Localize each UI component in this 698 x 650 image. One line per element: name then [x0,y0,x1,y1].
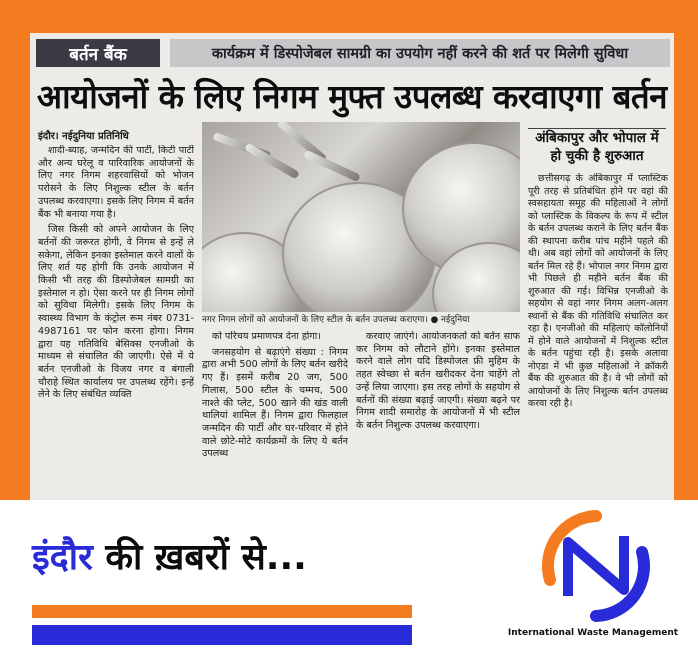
orange-frame-right [674,0,698,500]
blue-stripe [32,625,412,645]
orange-frame-top [0,0,698,33]
paragraph: छत्तीसगढ़ के अंबिकापुर में प्लास्टिक पूरी तरह से प्रतिबंधित होने पर वहां की स्वसहायता समूह की महिलाओं ने लोगों को प्लास्टिक के विकल्प के रूप में स्टील के बर्तन उपलब्ध कराने के लिए बर्तन बैंक की स्थापना करीब पांच महीने पहले की थी। अब वहां लोगों को आयोजनों के लिए बर्तन मिल रहे हैं। भोपाल नगर निगम द्वारा भी पिछले ही महीने बर्तन बैंक की शुरुआत की गई। विभिन्न एनजीओ के सहयोग से वहां नगर निगम अलग-अलग स्थानों से बैंक की गतिविधि संचालित कर रहा है। एनजीओ की महिलाएं कॉलोनियों में होने वाले आयोजनों में निशुल्क स्टील के बर्तन पहुंचा रही है। इसके अलावा नोएडा में भी कुछ महिलाओं ने क्रॉकरी बैंक की शुरुआत की है। वे भी लोगों को आयोजनों के लिए निशुल्क बर्तन उपलब्ध करवा रही है। [528,173,668,409]
orange-stripe [32,605,412,618]
footer-title-city: इंदौर [32,537,93,578]
paragraph: को परिचय प्रमाणपत्र देना होगा। [212,331,321,342]
paragraph: करवाए जाएंगे। आयोजनकर्ता को बर्तन साफ कर निगम को लौटाने होंगे। इनका इस्तेमाल करने वाले लोग यदि डिस्पोजल फ्री मुहिम के तहत स्वेच्छा से बर्तन खरीदकर देना चाहेंगे तो उन्हें लिया जाएगा। इस तरह लोगों के सहयोग से बर्तनों की संख्या बढ़ाई जाएगी। संख्या बढ़ने पर निगम शादी समारोह के आयोजनों में भी स्टील के बर्तन निशुल्क उपलब्ध करवाएगा। [356,331,520,431]
spoon-shape [303,150,361,183]
footer-title [32,528,472,588]
article-column-3 [356,331,520,496]
newspaper-clipping [30,33,674,500]
steel-utensils-photo [202,122,520,312]
orange-frame-left [0,0,30,500]
article-column-1 [38,145,194,495]
paragraph: शादी-ब्याह, जन्मदिन की पार्टी, किटी पार्टी और अन्य घरेलू व पारिवारिक आयोजनों के लिए नगर निगम शहरवासियों को भोजन परोसने के लिए निशुल्क स्टील के बर्तन उपलब्ध करवाएगा। इसके लिए निगम में बर्तन बैंक भी बनाया गया है। [38,145,194,220]
article-column-2 [202,331,348,496]
sidebar-title: अंबिकापुर और भोपाल में हो चुकी है शुरुआत [528,128,666,169]
paragraph: जिस किसी को अपने आयोजन के लिए बर्तनों की जरूरत होगी, वे निगम से इन्हें ले सकेगा, लेकिन इनका इस्तेमाल करने वालों के लिए शर्त यह होगी कि उनके आयोजन में किसी भी तरह की डिस्पोजेबल सामग्री का इस्तेमाल न हो। ऐसा करने पर ही निगम लोगों को सुविधा मिलेगी। इसके लिए निगम के स्वास्थ्य विभाग के कंट्रोल रूम नंबर 0731-4987161 पर फोन करना होगा। निगम द्वारा यह गतिविधि बेसिक्स एनजीओ के माध्यम से संचालित की जाएगी। ऐसे में ये बर्तन एनजीओ के विजय नगर व बंगाली चौराहे स्थित कार्यालय पर उपलब्ध रहेंगे। इन्हें लेने के लिए संबंधित व्यक्ति [38,224,194,401]
footer-title-rest: की ख़बरों से... [92,537,307,578]
sidebar-article [528,173,668,495]
byline: इंदौर। नईदुनिया प्रतिनिधि [38,131,129,142]
subheading: कार्यक्रम में डिस्पोजेबल सामग्री का उपयोग नहीं करने की शर्त पर मिलेगी सुविधा [170,39,670,67]
paragraph: जनसहयोग से बढ़ाएंगे संख्या : निगम द्वारा अभी 500 लोगों के लिए बर्तन खरीदे गए हैं। इसमें करीब 20 जग, 500 गिलास, 500 स्टील के चम्मच, 500 नाश्ते की प्लेट, 500 खाने की खंड वाली थालियां शामिल हैं। निगम द्वारा फिलहाल जन्मदिन की पार्टी और घर-परिवार में होने वाले छोटे-मोटे कार्यक्रमों के लिए ये बर्तन उपलब्ध [202,346,348,460]
spoon-shape [244,143,300,180]
logo-label: International Waste Management [507,628,679,638]
photo-caption: नगर निगम लोगों को आयोजनों के लिए स्टील के बर्तन उपलब्ध कराएगा। ● नईदुनिया [202,315,470,325]
iwm-logo-icon [540,510,652,622]
kicker-label: बर्तन बैंक [36,39,160,67]
headline: आयोजनों के लिए निगम मुफ्त उपलब्ध करवाएगा बर्तन [36,77,668,116]
